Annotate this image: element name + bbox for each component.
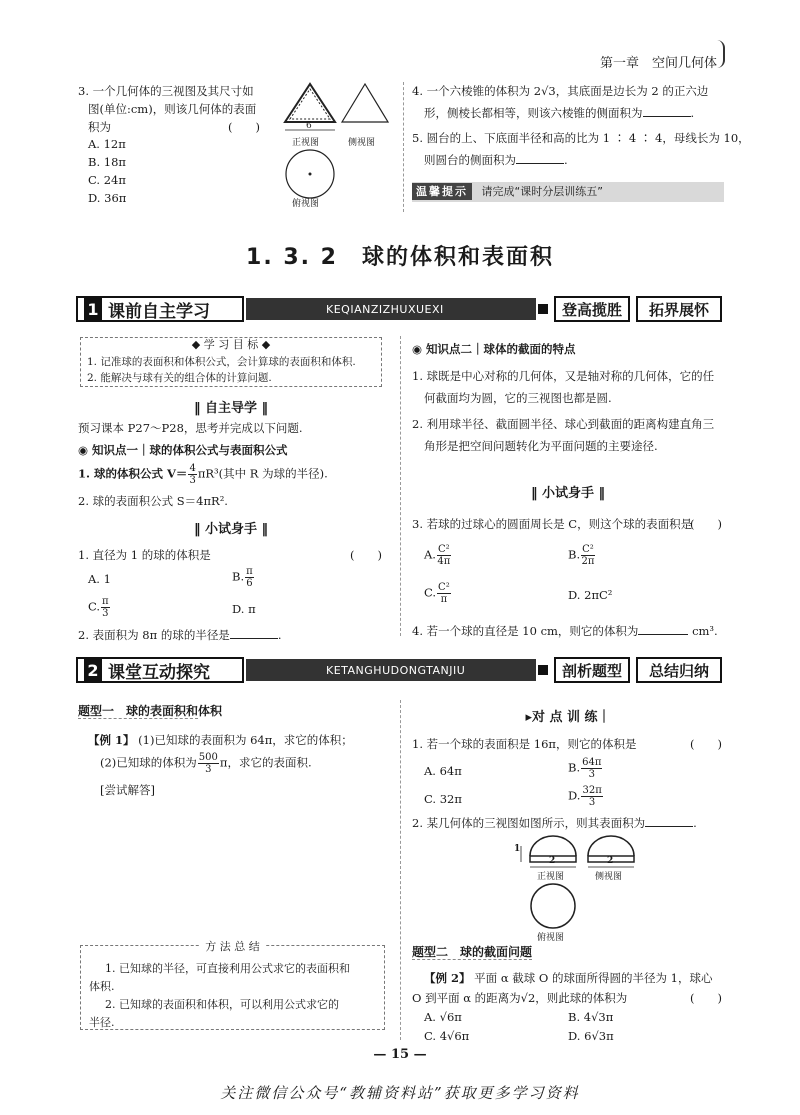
q4-line1: 4. 一个六棱锥的体积为 2√3，其底面是边长为 2 的正六边 bbox=[412, 84, 709, 98]
t1-b-den: 6 bbox=[246, 578, 253, 589]
t2-c-num: C² bbox=[438, 582, 450, 593]
banner1-text: 课前自主学习 bbox=[108, 301, 210, 322]
method-line2: 体积. bbox=[89, 980, 115, 993]
practice-heading-text: 对 点 训 练 bbox=[531, 710, 598, 725]
ex2-label: 【例 2】 bbox=[424, 971, 471, 985]
type2-title: 题型二 球的截面问题 bbox=[412, 945, 533, 959]
p-d1-label: 2 bbox=[549, 856, 556, 866]
p-d-den: 3 bbox=[588, 797, 596, 808]
t1-c-num: π bbox=[102, 596, 109, 607]
method-heading-text: 方 法 总 结 bbox=[199, 940, 266, 953]
q3-option-b: B. 18π bbox=[88, 155, 126, 169]
t1-q1-b bbox=[232, 566, 255, 589]
method-box bbox=[80, 940, 385, 1030]
try1-heading-text: 小试身手 bbox=[204, 522, 257, 537]
top-view-center bbox=[309, 173, 312, 176]
banner1-label bbox=[76, 296, 244, 322]
goal-2: 2. 能解决与球有关的组合体的计算问题. bbox=[87, 372, 272, 384]
front-semicircle bbox=[530, 836, 576, 856]
t2-q3-d: D. 2πC² bbox=[568, 588, 613, 602]
t1-c-pre: C. bbox=[88, 599, 101, 614]
t1-q1-paren: ( ) bbox=[350, 548, 382, 562]
t2-a-num: C² bbox=[437, 544, 450, 555]
t2-q3-c bbox=[424, 582, 452, 605]
t1-c-frac bbox=[101, 596, 110, 619]
method-line3: 2. 已知球的表面积和体积，可以利用公式求它的 bbox=[105, 998, 339, 1011]
banner-pre-class bbox=[76, 296, 724, 324]
page-title: 1. 3. 2 球的体积和表面积 bbox=[246, 245, 554, 270]
q3-line2: 图(单位:cm)，则该几何体的表面 bbox=[88, 102, 257, 116]
t1-q1-d: D. π bbox=[232, 602, 256, 616]
q3-option-a: A. 12π bbox=[88, 137, 126, 151]
try-answer: [尝试解答] bbox=[100, 783, 155, 797]
chapter-header: 第一章 空间几何体 bbox=[600, 56, 718, 71]
ex1-den: 3 bbox=[205, 764, 212, 775]
ex1-frac bbox=[198, 752, 219, 775]
ex2-b: B. 4√3π bbox=[568, 1010, 614, 1024]
p-q1-c: C. 32π bbox=[424, 792, 462, 806]
q3-line3: 积为 bbox=[88, 120, 111, 134]
ex1-num: 500 bbox=[198, 752, 218, 763]
tip-label: 温馨提示 bbox=[412, 183, 472, 200]
t1-q1-c bbox=[88, 596, 111, 619]
t2-q4-blank bbox=[638, 622, 688, 635]
page-number: — 15 — bbox=[373, 1047, 427, 1062]
ex1-label: 【例 1】 bbox=[88, 733, 135, 747]
banner2-label bbox=[76, 657, 244, 683]
q3-dim-label: 6 bbox=[306, 121, 312, 131]
p-d-pre: D. bbox=[568, 788, 581, 803]
try2-heading: ‖ 小试身手 ‖ bbox=[530, 486, 606, 501]
ex1-line2 bbox=[100, 752, 312, 775]
t1-q2 bbox=[78, 626, 281, 643]
fv-pre: 1. 球的体积公式 V＝ bbox=[78, 466, 188, 481]
t2-b-num: C² bbox=[582, 544, 594, 555]
goal-1: 1. 记准球的表面积和体积公式，会计算球的表面积和体积. bbox=[87, 356, 356, 368]
t2-c-den: π bbox=[440, 594, 448, 605]
ex2-a: A. √6π bbox=[424, 1010, 462, 1024]
ex2-line2: O 到平面 α 的距离为√2，则此球的体积为 bbox=[412, 991, 628, 1005]
banner2-num: 2 bbox=[84, 659, 102, 681]
q3-side-label: 侧视图 bbox=[348, 138, 376, 148]
banner1-tag1: 登高揽胜 bbox=[554, 296, 630, 322]
method-line4: 半径. bbox=[89, 1016, 115, 1029]
ex2-c: C. 4√6π bbox=[424, 1029, 470, 1043]
p-q1-paren: ( ) bbox=[690, 737, 722, 751]
t2-q3-b bbox=[568, 544, 596, 567]
t2-q4-text: 4. 若一个球的直径是 10 cm，则它的体积为 bbox=[412, 624, 639, 638]
top-circle bbox=[531, 884, 575, 928]
t2-q4-unit: cm³. bbox=[692, 624, 718, 638]
tip-box bbox=[412, 182, 724, 202]
p-q1-b bbox=[568, 757, 603, 780]
p-d2-label: 2 bbox=[607, 856, 614, 866]
p-side-label: 侧视图 bbox=[595, 872, 623, 882]
top-divider bbox=[403, 82, 404, 212]
p-h-label: 1 bbox=[514, 844, 521, 854]
t1-q1: 1. 直径为 1 的球的体积是 bbox=[78, 548, 211, 562]
q3-paren: ( ) bbox=[228, 120, 260, 134]
preview-text: 预习课本 P27～P28，思考并完成以下问题. bbox=[78, 421, 303, 435]
p-b-pre: B. bbox=[568, 760, 581, 775]
q4-blank bbox=[643, 104, 691, 117]
method-heading bbox=[81, 938, 384, 954]
t2-a-den: 4π bbox=[437, 556, 451, 567]
banner1-square bbox=[538, 304, 548, 314]
footer-note: 关注微信公众号“教辅资料站”获取更多学习资料 bbox=[220, 1084, 580, 1102]
t1-q1-a: A. 1 bbox=[88, 572, 111, 586]
kp2-item2-l2: 角形是把空间问题转化为平面问题的主要途径. bbox=[424, 439, 658, 453]
method-line1: 1. 已知球的半径，可直接利用公式求它的表面积和 bbox=[105, 962, 350, 975]
type2-underline bbox=[412, 959, 532, 960]
t2-c-frac bbox=[437, 582, 451, 605]
try1-heading: ‖ 小试身手 ‖ bbox=[193, 522, 269, 537]
fv-den: 3 bbox=[189, 475, 196, 486]
t1-b-pre: B. bbox=[232, 569, 245, 584]
p-q1-a: A. 64π bbox=[424, 764, 462, 778]
q5-blank bbox=[516, 151, 564, 164]
banner2-tag2: 总结归纳 bbox=[636, 657, 722, 683]
t2-a-frac bbox=[437, 544, 451, 567]
ex2-line1 bbox=[424, 970, 712, 986]
p-top-label: 俯视图 bbox=[537, 933, 565, 943]
t2-c-pre: C. bbox=[424, 585, 437, 600]
type1-underline bbox=[78, 718, 198, 719]
t2-b-frac bbox=[581, 544, 595, 567]
banner1-num: 1 bbox=[84, 298, 102, 320]
banner2-pinyin: KETANGHUDONGTANJIU bbox=[246, 659, 536, 681]
q3-option-c: C. 24π bbox=[88, 173, 126, 187]
p-b-den: 3 bbox=[588, 769, 595, 780]
t2-q3: 3. 若球的过球心的圆面周长是 C，则这个球的表面积是 bbox=[412, 517, 693, 531]
p-d-num: 32π bbox=[582, 785, 602, 796]
t2-b-pre: B. bbox=[568, 547, 581, 562]
ex2-d: D. 6√3π bbox=[568, 1029, 614, 1043]
try2-heading-text: 小试身手 bbox=[541, 486, 594, 501]
q3-front-label: 正视图 bbox=[292, 138, 320, 148]
column-divider-1 bbox=[400, 336, 401, 636]
self-study-heading: ‖ 自主导学 ‖ bbox=[193, 401, 269, 416]
t1-b-frac bbox=[245, 566, 254, 589]
t1-b-num: π bbox=[246, 566, 253, 577]
q5-line2: 则圆台的侧面积为 . bbox=[424, 153, 568, 167]
kp1-title-text: 知识点一｜球的体积公式与表面积公式 bbox=[92, 443, 288, 457]
kp2-item1-l2: 何截面均为圆，它的三视图也都是圆. bbox=[424, 391, 612, 405]
q4-line2-text: 形，侧棱长都相等，则该六棱锥的侧面积为 bbox=[424, 106, 643, 120]
t1-q2-blank bbox=[230, 626, 278, 639]
q3-option-d: D. 36π bbox=[88, 191, 127, 205]
tip-text: 请完成“课时分层训练五” bbox=[481, 185, 603, 198]
t2-b-den: 2π bbox=[581, 556, 595, 567]
banner2-tag1: 剖析题型 bbox=[554, 657, 630, 683]
q4-line2: 形，侧棱长都相等，则该六棱锥的侧面积为 . bbox=[424, 106, 695, 120]
kp2-item1-l1: 1. 球既是中心对称的几何体，又是轴对称的几何体，它的任 bbox=[412, 369, 715, 383]
p-three-views bbox=[515, 834, 665, 939]
formula-volume bbox=[78, 463, 328, 486]
banner2-text: 课堂互动探究 bbox=[108, 662, 210, 683]
type1-title: 题型一 球的表面积和体积 bbox=[78, 704, 223, 718]
formula-area: 2. 球的表面积公式 S＝4πR². bbox=[78, 494, 228, 508]
t2-q3-a bbox=[424, 544, 452, 567]
goals-heading: ◆ 学 习 目 标 ◆ bbox=[191, 338, 271, 351]
fv-num: 4 bbox=[189, 463, 196, 474]
header-bracket bbox=[717, 40, 725, 68]
p-q2 bbox=[412, 814, 697, 831]
p-b-frac bbox=[581, 757, 602, 780]
banner2-square bbox=[538, 665, 548, 675]
self-study-heading-text: 自主导学 bbox=[204, 401, 257, 416]
column-divider-2 bbox=[400, 700, 401, 1040]
fv-post: πR³(其中 R 为球的半径). bbox=[197, 466, 328, 481]
p-q2-blank bbox=[645, 814, 693, 827]
ex1-p2-post: π，求它的表面积. bbox=[219, 755, 312, 770]
banner1-pinyin: KEQIANZIZHUXUEXI bbox=[246, 298, 536, 320]
ex1-line1 bbox=[88, 732, 353, 748]
practice-heading: ▸对 点 训 练｜ bbox=[525, 710, 611, 725]
fv-frac bbox=[188, 463, 196, 486]
kp2-title-text: 知识点二｜球体的截面的特点 bbox=[426, 342, 576, 356]
ex1-part1: (1)已知球的表面积为 64π，求它的体积； bbox=[138, 733, 353, 747]
p-q2-end: . bbox=[693, 816, 697, 830]
t2-a-pre: A. bbox=[424, 547, 436, 562]
t1-q2-end: . bbox=[277, 628, 282, 642]
banner1-tag2: 拓界展怀 bbox=[636, 296, 722, 322]
p-q1: 1. 若一个球的表面积是 16π，则它的体积是 bbox=[412, 737, 637, 751]
ex2-paren: ( ) bbox=[690, 991, 722, 1005]
kp2-item2-l1: 2. 利用球半径、截面圆半径、球心到截面的距离构建直角三 bbox=[412, 417, 715, 431]
ex1-p2-pre: (2)已知球的体积为 bbox=[100, 755, 197, 770]
banner-in-class bbox=[76, 657, 724, 685]
side-semicircle bbox=[588, 836, 634, 856]
side-view-triangle bbox=[342, 84, 388, 122]
t2-q4 bbox=[412, 622, 718, 639]
ex2-line1-text: 平面 α 截球 O 的球面所得圆的半径为 1，球心 bbox=[474, 971, 713, 985]
t2-q3-paren: ( ) bbox=[690, 517, 722, 531]
p-q2-text: 2. 某几何体的三视图如图所示，则其表面积为 bbox=[412, 816, 646, 830]
kp2-title: ◉ 知识点二｜球体的截面的特点 bbox=[412, 342, 576, 356]
q3-line1: 3. 一个几何体的三视图及其尺寸如 bbox=[78, 84, 254, 98]
goals-box bbox=[80, 337, 382, 387]
p-d-frac bbox=[581, 785, 602, 808]
goals-heading-text: 学 习 目 标 bbox=[203, 338, 259, 351]
q5-line2-text: 则圆台的侧面积为 bbox=[424, 153, 516, 167]
p-q1-d bbox=[568, 785, 604, 808]
p-front-label: 正视图 bbox=[537, 872, 565, 882]
t1-q2-text: 2. 表面积为 8π 的球的半径是 bbox=[78, 628, 230, 642]
q5-line1: 5. 圆台的上、下底面半径和高的比为 1 ∶ 4 ∶ 4，母线长为 10， bbox=[412, 131, 750, 145]
t1-c-den: 3 bbox=[102, 608, 109, 619]
kp1-title: ◉ 知识点一｜球的体积公式与表面积公式 bbox=[78, 443, 288, 457]
p-b-num: 64π bbox=[582, 757, 602, 768]
q3-top-label: 俯视图 bbox=[292, 199, 320, 209]
